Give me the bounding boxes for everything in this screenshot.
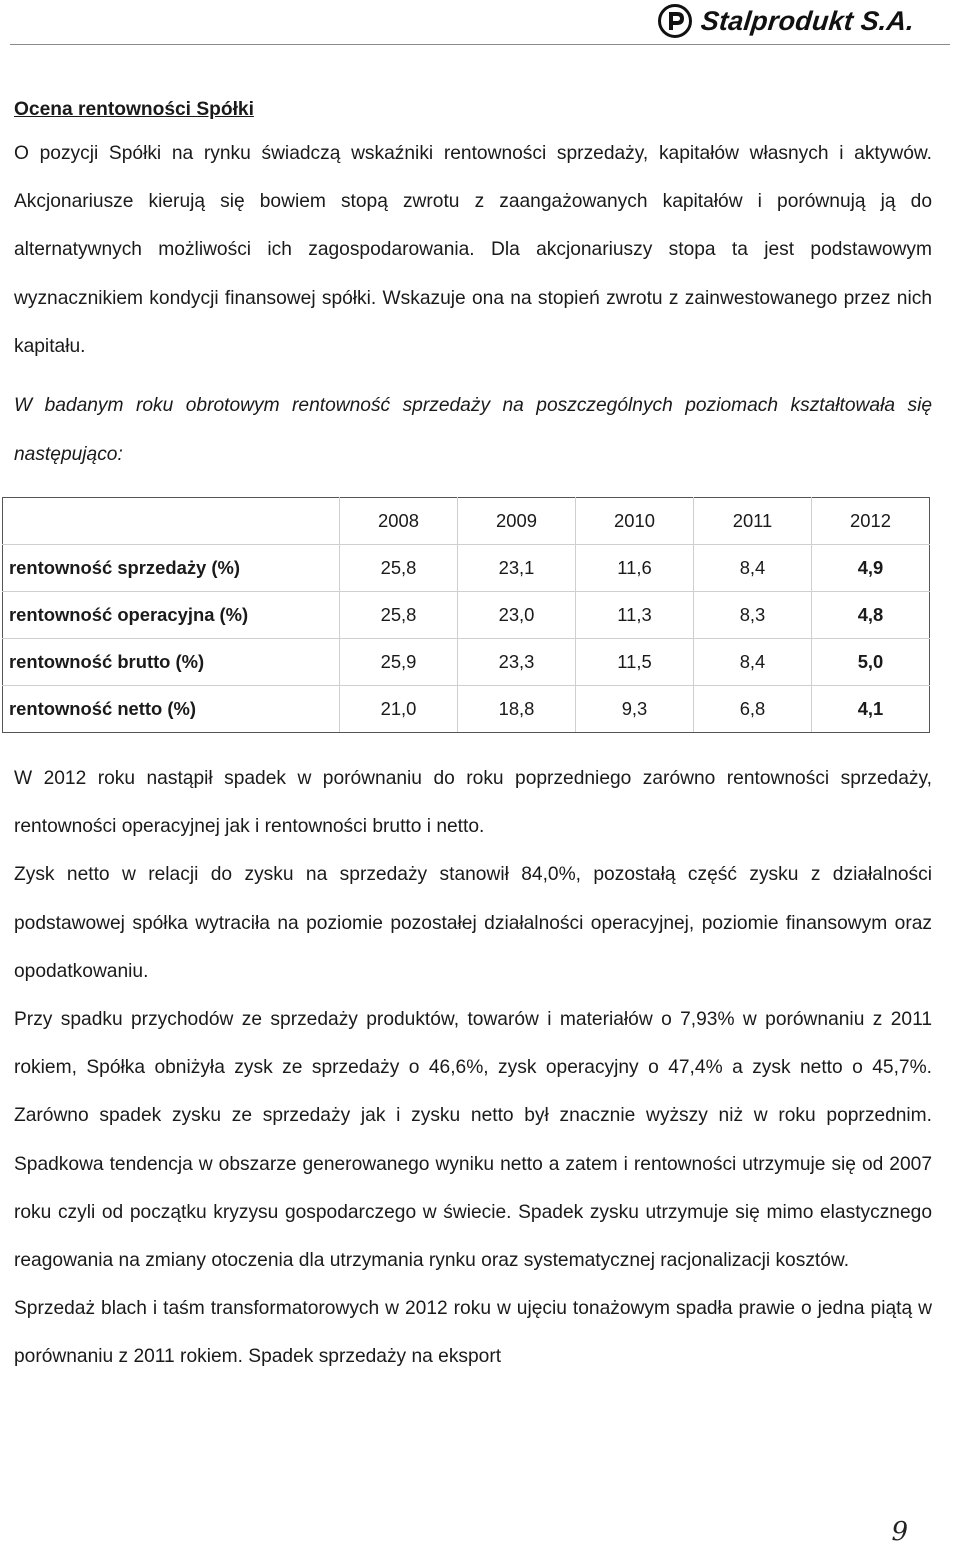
year-header: 2008 — [340, 498, 458, 545]
table-cell: 4,8 — [812, 592, 930, 639]
year-header: 2011 — [694, 498, 812, 545]
table-intro: W badanym roku obrotowym rentowność sprzedaży na poszczególnych poziomach kształtowała się następująco: — [14, 395, 932, 466]
page-header — [10, 0, 950, 45]
table-cell: 5,0 — [812, 639, 930, 686]
stalprodukt-logo-icon — [657, 3, 693, 39]
table-row — [3, 686, 930, 733]
paragraph-decline: W 2012 roku nastąpił spadek w porównaniu do roku poprzedniego zarówno rentowności sprzedaży, rentowności operacyjnej jak i rentowności brutto i netto. — [14, 768, 932, 838]
row-label: rentowność operacyjna (%) — [3, 592, 340, 639]
page-number: 9 — [891, 1517, 908, 1547]
row-label: rentowność sprzedaży (%) — [3, 545, 340, 592]
table-cell: 8,3 — [694, 592, 812, 639]
table-cell: 8,4 — [694, 545, 812, 592]
table-header-row — [3, 498, 930, 545]
paragraph-net-profit: Zysk netto w relacji do zysku na sprzedaży stanowił 84,0%, pozostałą część zysku z działalności podstawowej spółka wytraciła na poziomie pozostałej działalności operacyjnej, poziomie finansowym oraz opodatkowaniu. — [14, 864, 932, 982]
table-cell: 11,6 — [576, 545, 694, 592]
table-cell: 23,0 — [458, 592, 576, 639]
table-cell: 4,9 — [812, 545, 930, 592]
table-cell: 18,8 — [458, 686, 576, 733]
table-cell: 25,9 — [340, 639, 458, 686]
section-heading: Ocena rentowności Spółki — [14, 99, 254, 120]
table-cell: 25,8 — [340, 545, 458, 592]
profitability-table — [2, 497, 930, 733]
paragraph-intro: O pozycji Spółki na rynku świadczą wskaźniki rentowności sprzedaży, kapitałów własnych i aktywów. Akcjonariusze kierują się bowiem stopą zwrotu z zaangażowanych kapitałów i porównują ją do alternatywnych możliwości ich zagospodarowania. Dla akcjonariuszy stopa ta jest podstawowym wyznacznikiem kondycji finansowej spółki. Wskazuje ona na stopień zwrotu z zainwestowanego przez nich kapitału. — [14, 143, 932, 357]
table-corner-cell — [3, 498, 340, 545]
row-label: rentowność netto (%) — [3, 686, 340, 733]
table-cell: 8,4 — [694, 639, 812, 686]
table-row — [3, 639, 930, 686]
table-cell: 23,1 — [458, 545, 576, 592]
table-cell: 11,3 — [576, 592, 694, 639]
paragraph-transformer-sales: Sprzedaż blach i taśm transformatorowych w 2012 roku w ujęciu tonażowym spadła prawie o jedna piątą w porównaniu z 2011 rokiem. Spadek sprzedaży na eksport — [14, 1298, 932, 1368]
year-header: 2009 — [458, 498, 576, 545]
row-label: rentowność brutto (%) — [3, 639, 340, 686]
table-row — [3, 592, 930, 639]
document-body — [9, 90, 932, 1382]
company-name: Stalprodukt S.A. — [699, 5, 916, 36]
paragraph-revenue: Przy spadku przychodów ze sprzedaży produktów, towarów i materiałów o 7,93% w porównaniu z 2011 rokiem, Spółka obniżyła zysk ze sprzedaży o 46,6%, zysk operacyjny o 47,4% a zysk netto o 45,7%. Zarówno spadek zysku ze sprzedaży jak i zysku netto był znacznie wyższy niż w roku poprzednim. Spadkowa tendencja w obszarze generowanego wyniku netto a zatem i rentowności utrzymuje się od 2007 roku czyli od początku kryzysu gospodarczego w świecie. Spadek zysku utrzymuje się mimo elastycznego reagowania na zmiany otoczenia dla utrzymania rynku oraz systematycznej racjonalizacji kosztów. — [14, 1009, 932, 1272]
table-cell: 21,0 — [340, 686, 458, 733]
table-cell: 25,8 — [340, 592, 458, 639]
table-cell: 23,3 — [458, 639, 576, 686]
company-logo — [657, 2, 914, 40]
table-cell: 11,5 — [576, 639, 694, 686]
table-row — [3, 545, 930, 592]
year-header: 2012 — [812, 498, 930, 545]
table-cell: 9,3 — [576, 686, 694, 733]
year-header: 2010 — [576, 498, 694, 545]
table-cell: 4,1 — [812, 686, 930, 733]
table-cell: 6,8 — [694, 686, 812, 733]
